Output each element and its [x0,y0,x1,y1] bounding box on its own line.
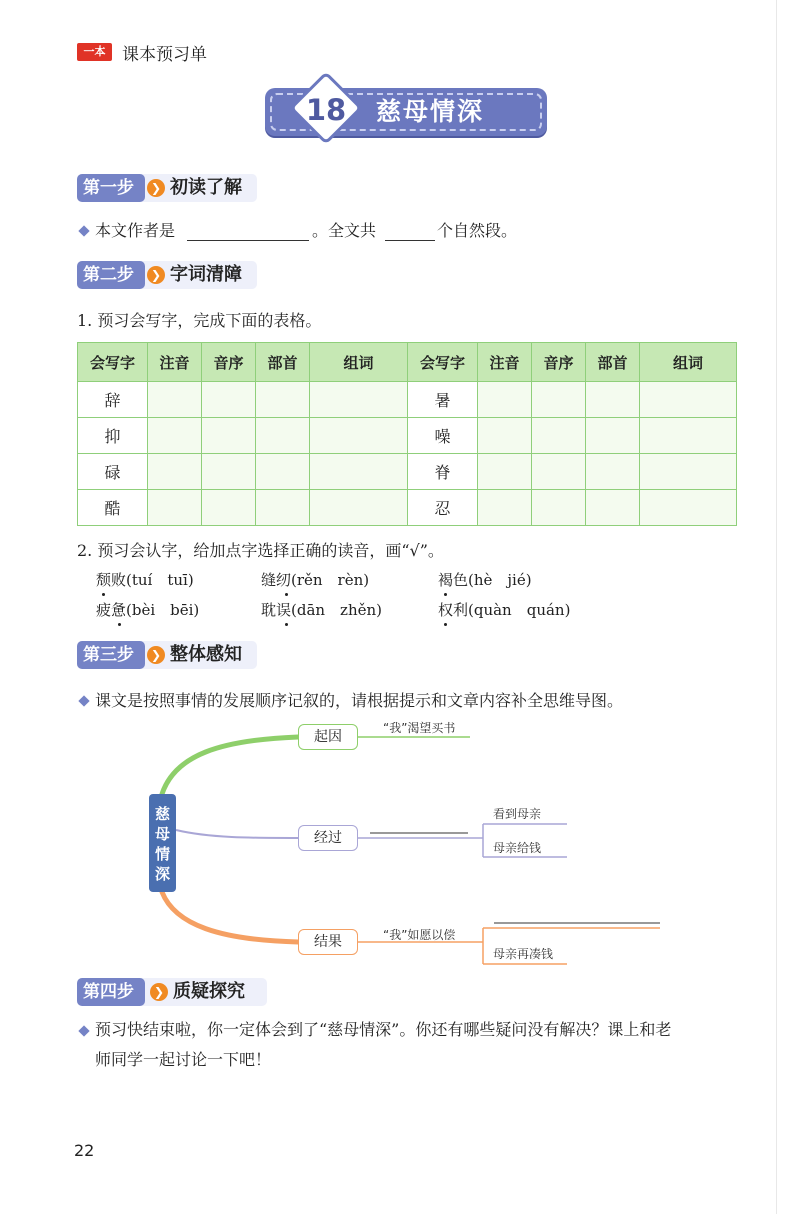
header-cell: 部首 [586,343,640,382]
answer-cell[interactable] [148,490,202,526]
step4-label: 第四步 [77,978,145,1006]
char-cell: 忍 [408,490,478,526]
reading-item[interactable]: 疲惫(bèi bēi) [96,601,200,619]
header-cell: 会写字 [78,343,148,382]
result-sub-b: 母亲再凑钱 [493,947,554,961]
header-cell: 组词 [640,343,737,382]
step1-text-c: 个自然段。 [437,221,518,240]
author-blank[interactable] [187,222,309,241]
lesson-number: 18 [305,93,347,127]
brand-badge: 一本 [77,43,112,61]
table-row [78,418,737,454]
answer-cell[interactable] [640,490,737,526]
step1-text-a: 本文作者是 [95,221,176,240]
answer-cell[interactable] [532,418,586,454]
reading-item[interactable]: 权利(quàn quán) [438,601,571,619]
emphasis-dot [118,623,121,626]
answer-cell[interactable] [148,418,202,454]
emphasis-dot [285,623,288,626]
answer-cell[interactable] [586,382,640,418]
answer-cell[interactable] [256,490,310,526]
header-cell: 注音 [148,343,202,382]
step2-label: 第二步 [77,261,145,289]
answer-cell[interactable] [532,382,586,418]
char-cell: 暑 [408,382,478,418]
answer-cell[interactable] [256,382,310,418]
char-cell: 抑 [78,418,148,454]
header-cell: 注音 [478,343,532,382]
answer-cell[interactable] [532,454,586,490]
answer-cell[interactable] [148,454,202,490]
table-row [78,490,737,526]
header-cell: 会写字 [408,343,478,382]
process-sub-a: 看到母亲 [493,807,542,821]
answer-cell[interactable] [478,418,532,454]
emphasis-dot [444,623,447,626]
answer-cell[interactable] [640,454,737,490]
answer-cell[interactable] [586,490,640,526]
root-char: 母 [154,825,170,843]
step2-name: 字词清障 [170,264,242,285]
answer-cell[interactable] [310,382,408,418]
root-char: 情 [154,845,170,863]
character-table [77,342,737,526]
table-header-row [78,343,737,382]
result-text: “我”如愿以偿 [383,928,456,942]
header-cell: 音序 [532,343,586,382]
node-result: 结果 [298,929,358,955]
reading-item[interactable]: 颓败(tuí tuī) [96,571,194,589]
char-cell: 酷 [78,490,148,526]
answer-cell[interactable] [202,490,256,526]
page-number: 22 [74,1141,95,1160]
char-cell: 辞 [78,382,148,418]
answer-cell[interactable] [640,382,737,418]
step3-label: 第三步 [77,641,145,669]
step2-question-1: 1. 预习会写字，完成下面的表格。 [77,311,322,330]
answer-cell[interactable] [478,382,532,418]
reading-item[interactable]: 缝纫(rěn rèn) [261,571,370,589]
answer-cell[interactable] [256,418,310,454]
section-title: 课本预习单 [122,45,207,65]
header-cell: 音序 [202,343,256,382]
answer-cell[interactable] [202,454,256,490]
node-process: 经过 [298,825,358,851]
root-char: 慈 [154,805,170,823]
answer-cell[interactable] [310,454,408,490]
page-edge-line [776,0,777,1214]
header-cell: 组词 [310,343,408,382]
char-cell: 噪 [408,418,478,454]
answer-cell[interactable] [202,382,256,418]
lesson-title: 慈母情深 [376,97,485,126]
step1-name: 初读了解 [170,177,242,198]
result-branch [162,892,298,942]
mindmap-root [149,794,176,892]
arrow-right-icon: ❯ [147,266,165,284]
answer-cell[interactable] [586,454,640,490]
paragraph-count-blank[interactable] [385,222,435,241]
answer-cell[interactable] [310,418,408,454]
answer-cell[interactable] [640,418,737,454]
answer-cell[interactable] [532,490,586,526]
process-sub-b: 母亲给钱 [493,841,542,855]
step3-text: 课文是按照事情的发展顺序记叙的，请根据提示和文章内容补全思维导图。 [95,691,624,710]
answer-cell[interactable] [256,454,310,490]
char-cell: 脊 [408,454,478,490]
table-row [78,382,737,418]
reading-item[interactable]: 耽误(dān zhěn) [261,601,383,619]
emphasis-dot [102,593,105,596]
answer-cell[interactable] [148,382,202,418]
process-branch [176,830,298,838]
step3-name: 整体感知 [170,644,242,665]
answer-cell[interactable] [478,454,532,490]
answer-cell[interactable] [586,418,640,454]
diamond-bullet-icon [78,225,89,236]
node-cause: 起因 [298,724,358,750]
step1-label: 第一步 [77,174,145,202]
arrow-right-icon: ❯ [150,983,168,1001]
step4-line-2: 师同学一起讨论一下吧！ [95,1050,272,1069]
arrow-right-icon: ❯ [147,646,165,664]
emphasis-dot [285,593,288,596]
step1-text-b: 。全文共 [312,221,377,240]
diamond-bullet-icon [78,1025,89,1036]
step4-name: 质疑探究 [173,981,245,1002]
answer-cell[interactable] [478,490,532,526]
answer-cell[interactable] [202,418,256,454]
table-row [78,454,737,490]
reading-item[interactable]: 褐色(hè jié) [438,571,532,589]
char-cell: 碌 [78,454,148,490]
header-cell: 部首 [256,343,310,382]
step2-question-2: 2. 预习会认字，给加点字选择正确的读音，画“√”。 [77,541,444,560]
arrow-right-icon: ❯ [147,179,165,197]
answer-cell[interactable] [310,490,408,526]
step4-line-1: 预习快结束啦，你一定体会到了“慈母情深”。你还有哪些疑问没有解决？课上和老 [95,1020,672,1039]
emphasis-dot [444,593,447,596]
root-char: 深 [154,865,170,883]
cause-branch [162,737,298,794]
cause-text: “我”渴望买书 [383,721,456,735]
